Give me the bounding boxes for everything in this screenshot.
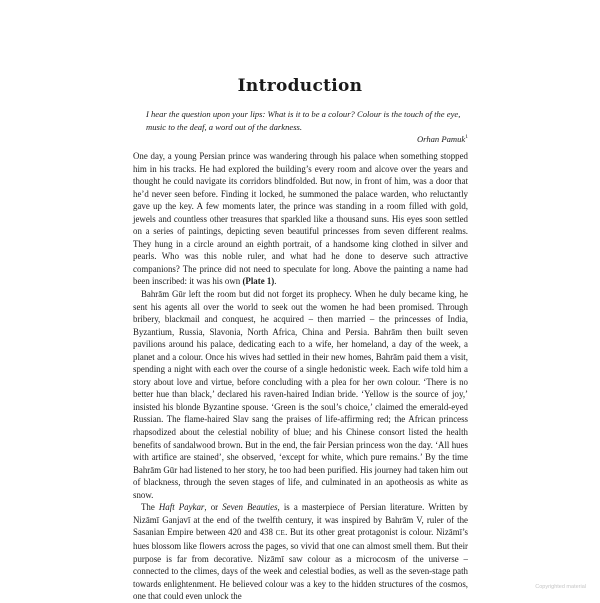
paragraph-prince-discovery (133, 150, 468, 288)
copyright-watermark: Copyrighted material (535, 584, 586, 590)
paragraph-haft-paykar (133, 501, 468, 602)
book-title-english: Seven Beauties (222, 502, 278, 513)
paragraph-text: . But its other great protagonist is colour. Nizāmī’s hues blossom like flowers across the pages, so vivid that one can almost smell them. But their purpose is far from decorative. Nizāmī saw colour as a microcosm of the universe – connected to the climes, days of the week and celestial bodies, as well as the seven-stage path towards enlightenment. He believed colour was a key to the hidden structures of the cosmos, one that could even unlock the (133, 527, 468, 602)
plate-reference: (Plate 1) (242, 276, 275, 287)
paragraph-text: . (274, 276, 277, 287)
epigraph: I hear the question upon your lips: What is it to be a colour? Colour is the touch of the eye, music to the deaf, a word out of the darkness. (146, 109, 461, 132)
page-title: Introduction (237, 76, 363, 96)
footnote-marker: 1 (465, 134, 468, 141)
paragraph-seven-princesses: Bahrām Gūr left the room but did not forget its prophecy. When he duly became king, he sent his agents all over the world to seek out the women he had been promised. Through bribery, blackmail and conquest, he acquired – then married – the princesses of India, Byzantium, Russia, Slavonia, North Africa, China and Persia. Bahrām then built seven pavilions around his palace, dedicating each to a wife, her homeland, a day of the week, a planet and a colour. Once his wives had settled in their new homes, Bahrām paid them a visit, spending a night with each over the course of a single hedonistic week. Each wife told him a story about love and virtue, before concluding with a plea for her own colour. ‘There is no better hue than black,’ declared his raven-haired Indian bride. ‘Yellow is the source of joy,’ insisted his blonde Byzantine spouse. ‘Green is the soul’s choice,’ claimed the emerald-eyed Russian. The flame-haired Slav sang the praises of life-affirming red; the African princess rhapsodized about the celestial nobility of blue; and his Chinese consort listed the health benefits of sandalwood brown. But in the end, the fair Persian princess won the day. ‘All hues with artifice are stained’, she observed, ‘except for white, which pure remains.’ By the time Bahrām Gūr had listened to her story, he too had been purified. His journey had taken him out of blackness, through the seven stages of life, and culminated in an apotheosis as white as snow. (133, 289, 468, 500)
era-abbreviation: CE (275, 529, 286, 538)
attribution-author: Orhan Pamuk (416, 134, 466, 144)
paragraph-text: The (141, 502, 159, 513)
paragraph-text: , or (204, 502, 223, 513)
paragraph-text: One day, a young Persian prince was wandering through his palace when something stopped him in his tracks. He had explored the building’s every room and alcove over the years and thought he could navigate its corridors blindfolded. But now, in front of him, was a door that he’d never seen before. Finding it locked, he summoned the palace warden, who reluctantly gave up the key. A few moments later, the prince was standing in a room filled with gold, jewels and countless other treasures that sparkled like a thousand suns. His eyes soon settled on a series of paintings, depicting seven beautiful princesses from seven different realms. They hung in a circle around an eighth portrait, of a handsome king clothed in silver and pearls. Who was this noble ruler, and what had he done to deserve such attractive companions? The prince did not need to speculate for long. Above the painting a name had been inscribed: it was his own (133, 151, 468, 287)
body-text (133, 150, 468, 603)
epigraph-attribution (146, 134, 468, 144)
book-title: Haft Paykar (158, 502, 205, 513)
paragraph-text: , is a masterpiece of Persian literature. Written by Nizāmī Ganjavī at the end of the twelfth century, it was inspired by Bahrām V, ruler of the Sasanian Empire between 420 and 438 (133, 502, 468, 538)
